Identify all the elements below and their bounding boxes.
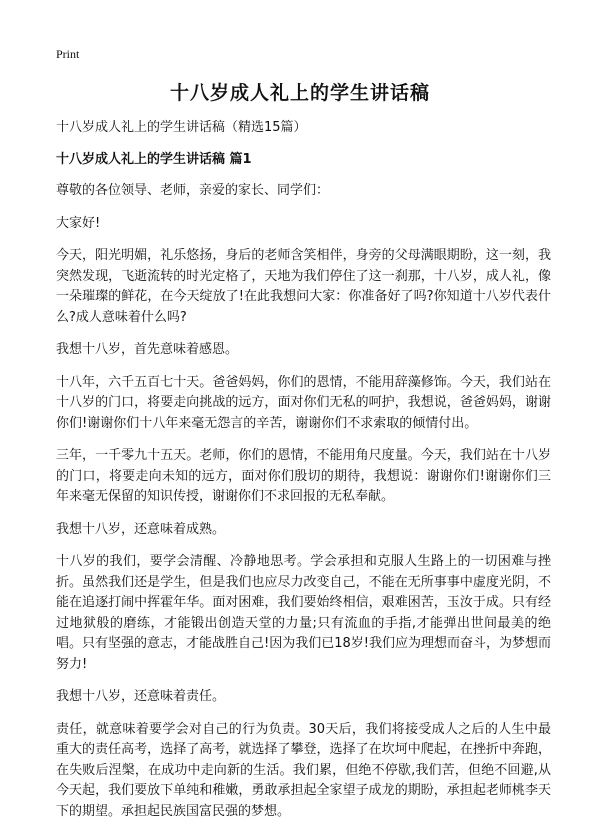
paragraph: 三年，一千零九十五天。老师，你们的恩情，不能用角尺度量。今天，我们站在十八岁的门口，将要走向未知的远方，面对你们殷切的期待，我想说：谢谢你们!谢谢你们三年来毫无保留的知识传授，谢谢你们不求回报的无私奉献。 xyxy=(56,448,551,504)
print-link[interactable]: Print xyxy=(56,47,80,61)
paragraph: 今天，阳光明媚，礼乐悠扬，身后的老师含笑相伴，身旁的父母满眼期盼，这一刻，我突然发现，飞逝流转的时光定格了，天地为我们停住了这一刹那，十八岁，成人礼，像一朵璀璨的鲜花，在今天绽放了!在此我想问大家：你准备好了吗?你知道十八岁代表什么?成人意味着什么吗? xyxy=(56,248,551,325)
document-subtitle: 十八岁成人礼上的学生讲话稿（精选15篇） xyxy=(56,120,307,135)
paragraph: 十八岁的我们，要学会清醒、冷静地思考。学会承担和克服人生路上的一切困难与挫折。虽然我们还是学生，但是我们也应尽力改变自己，不能在无所事事中虚度光阴，不能在追逐打闹中挥霍年华。面对困难，我们要始终相信，艰难困苦，玉汝于成。只有经过地狱般的磨练，才能锻出创造天堂的力量;只有流血的手指,才能弹出世间最美的绝唱。只有坚强的意志，才能战胜自己!因为我们已18岁!我们应为理想而奋斗，为梦想而努力! xyxy=(56,554,551,672)
paragraph-salutation: 尊敬的各位领导、老师，亲爱的家长、同学们： xyxy=(56,183,330,198)
paragraph: 我想十八岁，首先意味着感恩。 xyxy=(56,342,239,357)
paragraph: 我想十八岁，还意味着责任。 xyxy=(56,689,226,704)
paragraph: 责任，就意味着要学会对自己的行为负责。30天后，我们将接受成人之后的人生中最重大的责任高考，选择了高考，就选择了攀登，选择了在坎坷中爬起，在挫折中奔跑，在失败后涅槃，在成功中走向新的生活。我们累，但绝不停歇,我们苦，但绝不回避,从今天起，我们要放下单纯和稚嫩，勇敢承担起全家望子成龙的期盼，承担起老师桃李天下的期望。承担起民族国富民强的梦想。 xyxy=(56,721,551,819)
section-heading: 十八岁成人礼上的学生讲话稿 篇1 xyxy=(56,151,252,167)
paragraph: 我想十八岁，还意味着成熟。 xyxy=(56,521,226,537)
article-body xyxy=(56,118,551,834)
paragraph-greeting: 大家好! xyxy=(56,215,101,231)
page-title: 十八岁成人礼上的学生讲话稿 xyxy=(169,82,430,104)
paragraph: 十八年，六千五百七十天。爸爸妈妈，你们的恩情，不能用辞藻修饰。今天，我们站在十八岁的门口，将要走向挑战的远方，面对你们无私的呵护，我想说，爸爸妈妈，谢谢你们!谢谢你们十八年来毫无怨言的辛苦，谢谢你们不求索取的倾情付出。 xyxy=(56,374,551,431)
